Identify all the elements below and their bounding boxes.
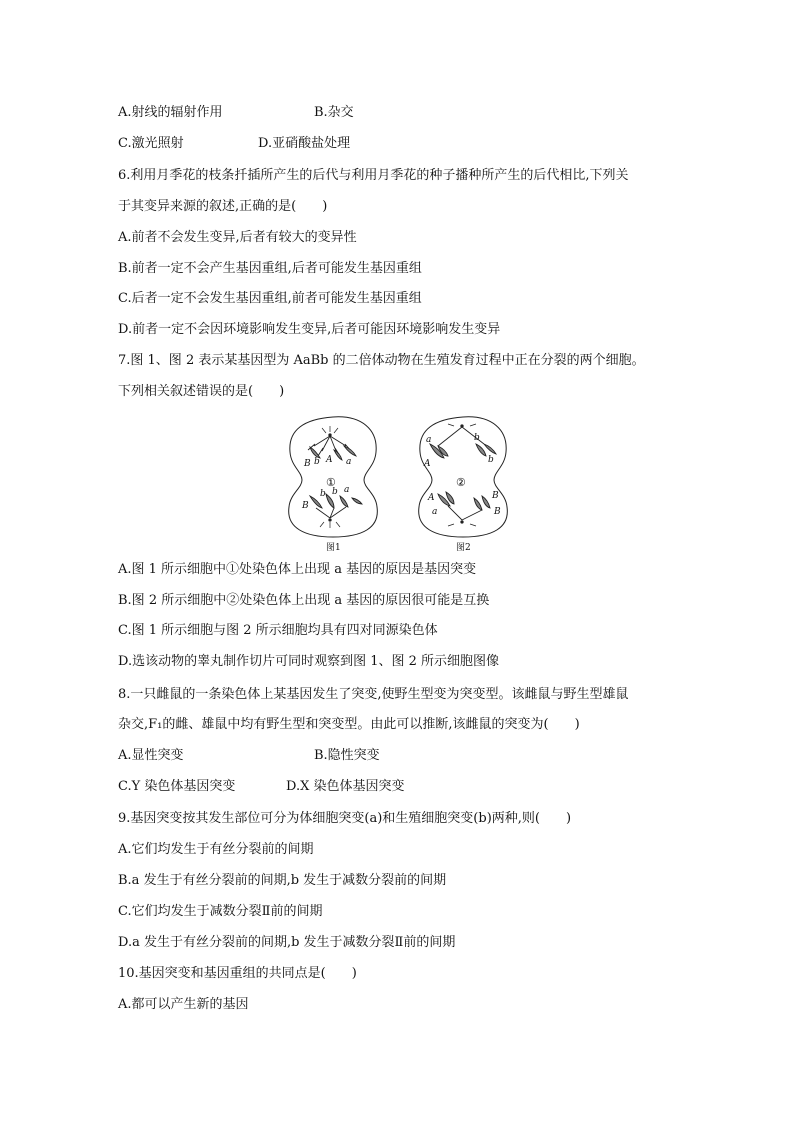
q5-option-b: B.杂交 [314,105,354,120]
fig2-gene-top-a-upper: a [426,435,432,445]
fig1-bottom-chromosomes [310,494,362,518]
q6-option-d: D.前者一定不会因环境影响发生变异,后者可能因环境影响发生变异 [118,322,501,337]
fig2-gene-bottom-a-lower: a [432,507,438,517]
q9-option-b: B.a 发生于有丝分裂前的间期,b 发生于减数分裂前的间期 [118,873,447,888]
q8-option-a: A.显性突变 [118,748,184,763]
fig1-marker: ① [326,476,336,489]
q8-stem-line2: 杂交,F₁的雌、雄鼠中均有野生型和突变型。由此可以推断,该雌鼠的突变为( ) [118,717,580,732]
fig1-gene-bottom-a: a [344,485,350,495]
cell-division-diagram [278,404,518,554]
fig1-gene-bottom-b-upper: B [302,501,309,511]
q10-option-a: A.都可以产生新的基因 [118,997,249,1012]
fig2-gene-bottom-b-lower: B [494,507,501,517]
q7-option-d: D.选该动物的睾丸制作切片可同时观察到图 1、图 2 所示细胞图像 [118,654,500,669]
q9-option-d: D.a 发生于有丝分裂前的间期,b 发生于减数分裂Ⅱ前的间期 [118,935,456,950]
fig2-gene-bottom-b-upper: B [492,491,499,501]
q7-stem-line1: 7.图 1、图 2 表示某基因型为 AaBb 的二倍体动物在生殖发育过程中正在分裂的两个细胞。 [118,353,645,368]
cell-division-figure [278,404,518,554]
fig1-top-pole [322,426,338,436]
q7-stem-line2: 下列相关叙述错误的是( ) [118,384,285,399]
fig1-gene-top-a-upper: A [326,455,333,465]
q8-option-d: D.X 染色体基因突变 [286,779,405,794]
fig1-gene-bottom-b-lower-2: b [332,487,338,497]
fig1-caption: 图1 [326,543,341,553]
q5-option-c: C.激光照射 [118,136,184,151]
fig1-bottom-pole [320,519,340,528]
fig2-bottom-chromosomes [438,492,490,520]
q8-stem-line1: 8.一只雌鼠的一条染色体上某基因发生了突变,使野生型变为突变型。该雌鼠与野生型雄鼠 [118,687,629,702]
q9-option-a: A.它们均发生于有丝分裂前的间期 [118,842,314,857]
q9-option-c: C.它们均发生于减数分裂Ⅱ前的间期 [118,904,323,919]
q6-option-a: A.前者不会发生变异,后者有较大的变异性 [118,230,357,245]
q6-option-b: B.前者一定不会产生基因重组,后者可能发生基因重组 [118,261,422,276]
q5-option-a: A.射线的辐射作用 [118,105,223,120]
fig2-bottom-pole [448,521,476,526]
fig2-top-pole [448,424,476,427]
fig2-top-chromosomes [430,427,496,458]
fig2-gene-top-a-lower: A [424,459,431,469]
fig2-gene-bottom-a-upper: A [428,493,435,503]
fig1-gene-top-a-lower: a [346,457,352,467]
q6-option-c: C.后者一定不会发生基因重组,前者可能发生基因重组 [118,291,422,306]
q10-stem: 10.基因突变和基因重组的共同点是( ) [118,966,357,981]
q7-option-c: C.图 1 所示细胞与图 2 所示细胞均具有四对同源染色体 [118,623,438,638]
q7-option-a: A.图 1 所示细胞中①处染色体上出现 a 基因的原因是基因突变 [118,562,477,577]
fig2-marker: ② [456,476,466,489]
fig1-gene-top-b-upper: B [304,459,311,469]
q6-stem-line1: 6.利用月季花的枝条扦插所产生的后代与利用月季花的种子播种所产生的后代相比,下列关 [118,168,629,183]
q8-option-b: B.隐性突变 [314,748,380,763]
q7-option-b: B.图 2 所示细胞中②处染色体上出现 a 基因的原因很可能是互换 [118,593,490,608]
fig2-gene-top-b-lower: b [488,455,494,465]
q9-stem: 9.基因突变按其发生部位可分为体细胞突变(a)和生殖细胞突变(b)两种,则( ) [118,811,572,826]
fig2-gene-top-b-upper: b [474,433,480,443]
fig2-caption: 图2 [456,543,471,553]
fig1-gene-top-b-lower: b [314,457,320,467]
q5-option-d: D.亚硝酸盐处理 [258,136,351,151]
q6-stem-line2: 于其变异来源的叙述,正确的是( ) [118,199,328,214]
q8-option-c: C.Y 染色体基因突变 [118,779,236,794]
fig1-gene-bottom-b-lower: b [320,489,326,499]
